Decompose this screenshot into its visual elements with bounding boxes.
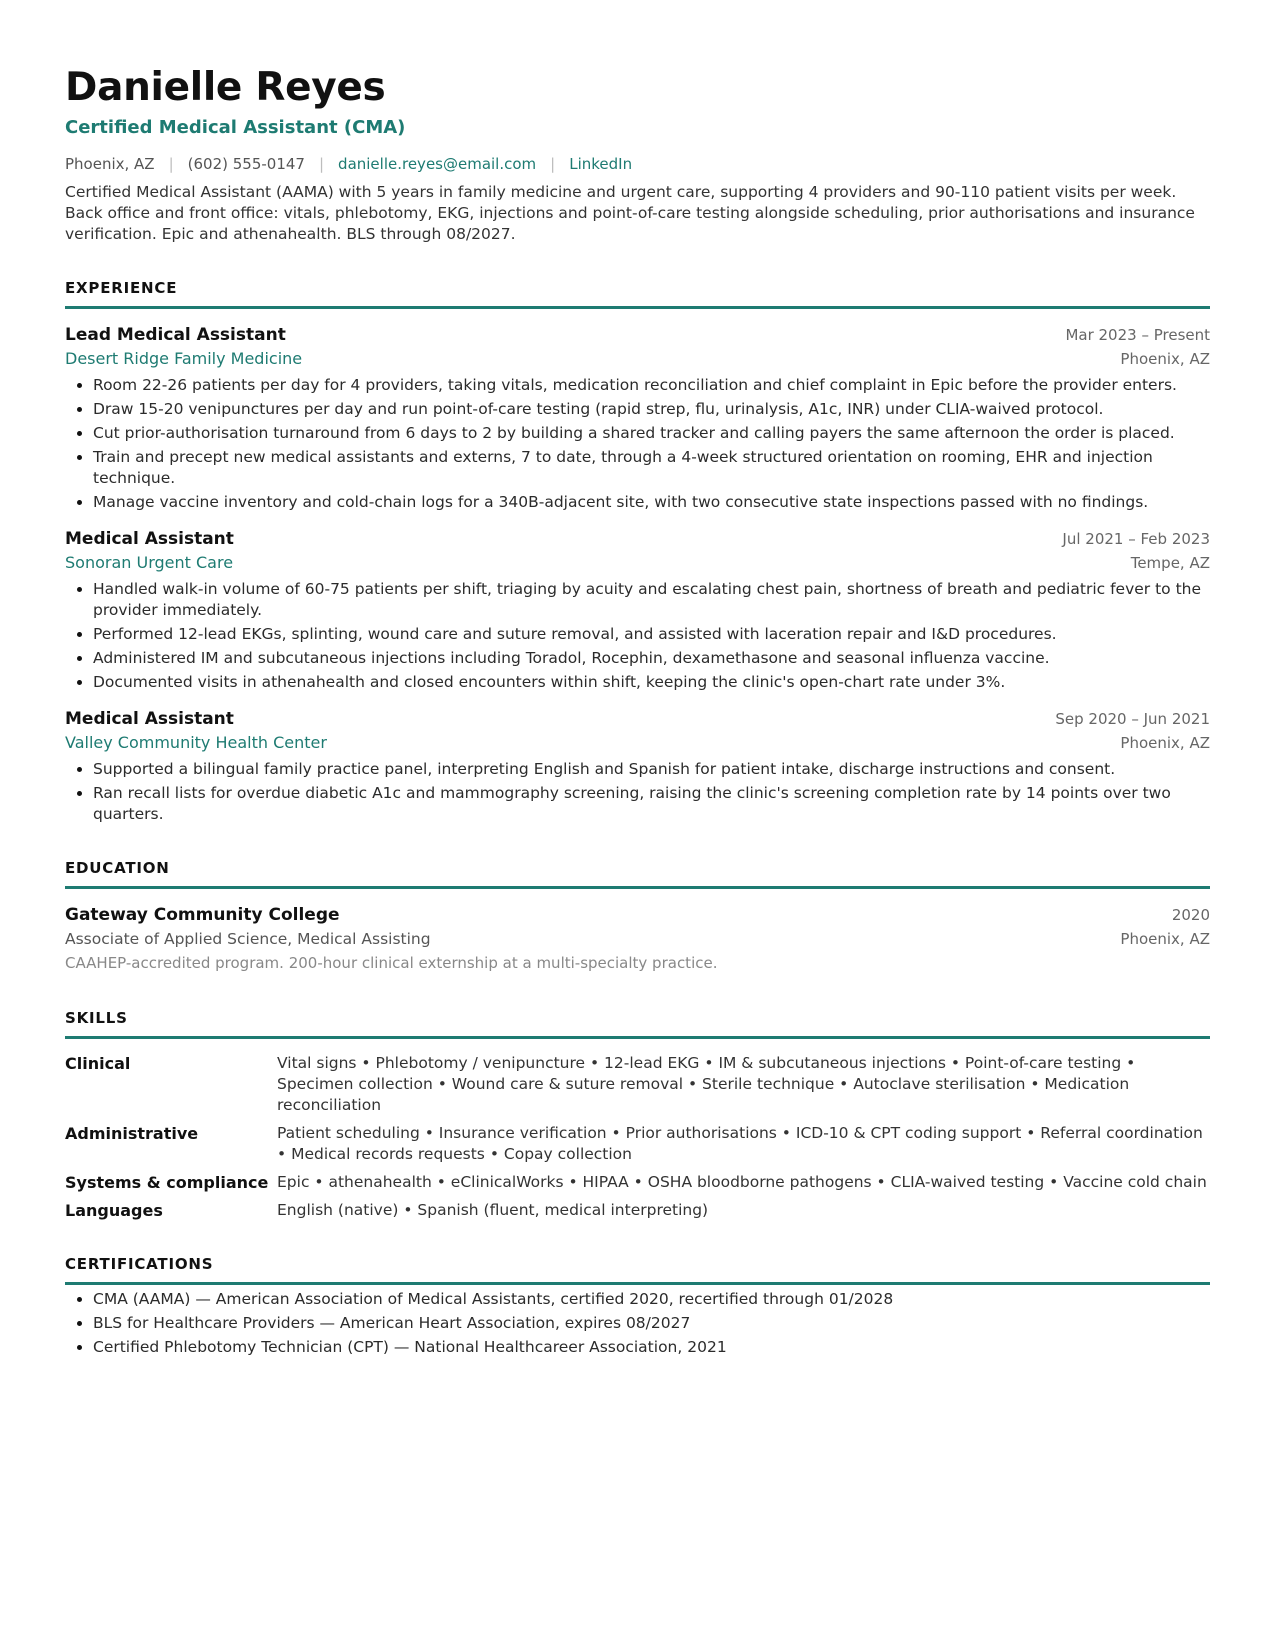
contact-line [65, 154, 1210, 174]
school-location: Phoenix, AZ [1120, 930, 1210, 948]
linkedin-link[interactable]: LinkedIn [569, 155, 633, 173]
degree: Associate of Applied Science, Medical Assisting [65, 930, 431, 948]
candidate-headline: Certified Medical Assistant (CMA) [65, 117, 406, 138]
contact-phone: (602) 555-0147 [187, 155, 305, 173]
job-bullets [65, 375, 1210, 513]
certifications-list [65, 1289, 1210, 1358]
job-location: Tempe, AZ [1130, 554, 1210, 572]
job-bullet: • Manage vaccine inventory and cold-chain logs for a 340B-adjacent site, with two consecutive state inspections passed with no findings. [93, 492, 1210, 513]
education-note: CAAHEP-accredited program. 200-hour clinical externship at a multi-specialty practice. [65, 954, 718, 972]
school-name: Gateway Community College [65, 905, 340, 925]
certifications-heading: CERTIFICATIONS [65, 1255, 1210, 1285]
job-bullet: • Ran recall lists for overdue diabetic A1c and mammography screening, raising the clinic's screening completion rate by 14 points over two quarters. [93, 783, 1210, 825]
job-bullet: • Train and precept new medical assistants and externs, 7 to date, through a 4-week structured orientation on rooming, EHR and injection technique. [93, 447, 1210, 489]
certification-item: • BLS for Healthcare Providers — American Heart Association, expires 08/2027 [93, 1313, 1210, 1334]
job-dates: Mar 2023 – Present [1065, 326, 1210, 344]
skills-table [65, 1053, 1210, 1221]
job-bullet: • Cut prior-authorisation turnaround from 6 days to 2 by building a shared tracker and calling payers the same afternoon the order is placed. [93, 423, 1210, 444]
skill-row [65, 1053, 1210, 1116]
job-bullet: • Room 22-26 patients per day for 4 providers, taking vitals, medication reconciliation and chief complaint in Epic before the provider enters. [93, 375, 1210, 396]
contact-separator: | [318, 155, 325, 173]
skill-category: Systems & compliance [65, 1173, 269, 1192]
contact-separator: | [550, 155, 556, 173]
education-entry [65, 903, 1210, 975]
certification-item: • CMA (AAMA) — American Association of Medical Assistants, certified 2020, recertified through 01/2028 [93, 1289, 1210, 1310]
candidate-name: Danielle Reyes [65, 65, 386, 110]
certification-item: • Certified Phlebotomy Technician (CPT) — National Healthcareer Association, 2021 [93, 1337, 1210, 1358]
contact-email-link[interactable]: danielle.reyes@email.com [338, 155, 537, 173]
skill-items: Vital signs • Phlebotomy / venipuncture • 12-lead EKG • IM & subcutaneous injections • Point-of-care testing • Specimen collection • Wound care & suture removal • Sterile technique • Autoclave sterilisation • Medication reconciliation [277, 1054, 1136, 1114]
job-title: Medical Assistant [65, 529, 234, 549]
job-title: Medical Assistant [65, 709, 234, 729]
contact-separator: | [168, 155, 174, 173]
job-entry [65, 527, 1210, 693]
job-entry [65, 707, 1210, 825]
skill-row [65, 1172, 1210, 1193]
job-dates: Jul 2021 – Feb 2023 [1062, 530, 1210, 548]
education-heading: EDUCATION [65, 859, 1210, 889]
job-bullet: • Draw 15-20 venipunctures per day and run point-of-care testing (rapid strep, flu, urinalysis, A1c, INR) under CLIA-waived protocol. [93, 399, 1210, 420]
job-bullets [65, 579, 1210, 693]
graduation-year: 2020 [1171, 906, 1210, 924]
skill-row [65, 1200, 1210, 1221]
skill-category: Languages [65, 1201, 163, 1220]
contact-location: Phoenix, AZ [65, 155, 155, 173]
job-bullets [65, 759, 1210, 825]
job-entry [65, 323, 1210, 513]
skill-category: Administrative [65, 1124, 199, 1143]
skill-items: English (native) • Spanish (fluent, medical interpreting) [277, 1201, 709, 1219]
job-employer: Valley Community Health Center [65, 733, 327, 752]
skill-items: Patient scheduling • Insurance verification • Prior authorisations • ICD-10 & CPT coding support • Referral coordination • Medical records requests • Copay collection [277, 1124, 1203, 1163]
job-bullet: • Administered IM and subcutaneous injections including Toradol, Rocephin, dexamethasone and seasonal influenza vaccine. [93, 648, 1210, 669]
job-employer: Sonoran Urgent Care [65, 553, 234, 572]
skill-category: Clinical [65, 1054, 131, 1073]
job-employer: Desert Ridge Family Medicine [65, 349, 303, 368]
job-location: Phoenix, AZ [1120, 350, 1210, 368]
job-bullet: • Supported a bilingual family practice panel, interpreting English and Spanish for patient intake, discharge instructions and consent. [93, 759, 1210, 780]
experience-heading: EXPERIENCE [65, 279, 1210, 309]
job-bullet: • Performed 12-lead EKGs, splinting, wound care and suture removal, and assisted with laceration repair and I&D procedures. [93, 624, 1210, 645]
skill-row [65, 1123, 1210, 1165]
skill-items: Epic • athenahealth • eClinicalWorks • HIPAA • OSHA bloodborne pathogens • CLIA-waived testing • Vaccine cold chain [277, 1173, 1207, 1191]
skills-heading: SKILLS [65, 1009, 1210, 1039]
profile-summary: Certified Medical Assistant (AAMA) with 5 years in family medicine and urgent care, supporting 4 providers and 90-110 patient visits per week. Back office and front office: vitals, phlebotomy, EKG, injections and point-of-care testing alongside scheduling, prior authorisations and insurance verification. Epic and athenahealth. BLS through 08/2027. [65, 183, 1195, 243]
job-bullet: • Documented visits in athenahealth and closed encounters within shift, keeping the clinic's open-chart rate under 3%. [93, 672, 1210, 693]
job-bullet: • Handled walk-in volume of 60-75 patients per shift, triaging by acuity and escalating chest pain, shortness of breath and pediatric fever to the provider immediately. [93, 579, 1210, 621]
job-title: Lead Medical Assistant [65, 325, 286, 345]
job-location: Phoenix, AZ [1120, 734, 1210, 752]
job-dates: Sep 2020 – Jun 2021 [1055, 710, 1210, 728]
